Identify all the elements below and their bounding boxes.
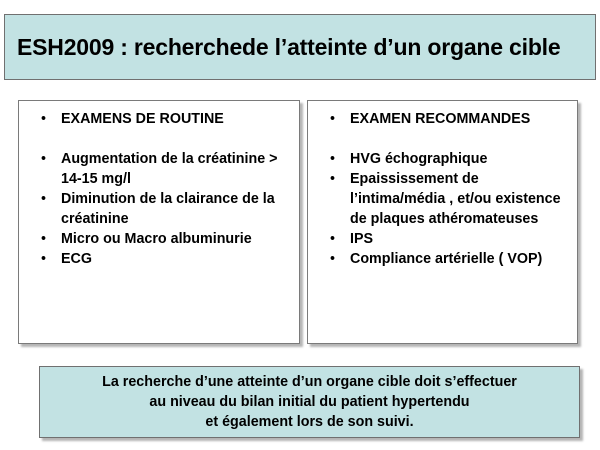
list-item-text: Compliance artérielle ( VOP) [350, 251, 543, 267]
recommended-exams-panel [307, 100, 578, 344]
summary-box [39, 366, 580, 438]
bullet-icon: • [330, 151, 336, 167]
bullet-icon: • [41, 151, 47, 167]
summary-line: La recherche d’une atteinte d’un organe cible doit s’effectuer [102, 374, 517, 390]
list-item [330, 249, 571, 269]
list-item-text: Epaississement de l’intima/média , et/ou existence de plaques athéromateuses [350, 171, 561, 227]
list-item-text: HVG échographique [350, 151, 488, 167]
routine-exams-panel [18, 100, 300, 344]
list-item [41, 229, 293, 249]
summary-line: au niveau du bilan initial du patient hypertendu [149, 394, 470, 410]
bullet-icon: • [330, 231, 336, 247]
bullet-icon: • [330, 171, 336, 187]
list-item [330, 169, 571, 229]
summary-text [102, 372, 517, 432]
recommended-exams-list [330, 109, 571, 269]
list-item [330, 149, 571, 169]
list-item-text: EXAMENS DE ROUTINE [61, 111, 224, 127]
bullet-icon: • [41, 111, 47, 127]
list-item-text: EXAMEN RECOMMANDES [350, 111, 531, 127]
bullet-icon: • [41, 191, 47, 207]
list-item-text: Diminution de la clairance de la créatinine [61, 191, 275, 227]
list-item-text: ECG [61, 251, 92, 267]
bullet-icon: • [41, 251, 47, 267]
bullet-icon: • [330, 251, 336, 267]
list-item-text: Micro ou Macro albuminurie [61, 231, 252, 247]
slide-title: ESH2009 : recherchede l’atteinte d’un organe cible [17, 33, 561, 60]
bullet-icon: • [330, 111, 336, 127]
routine-exams-heading [41, 109, 293, 129]
list-item [41, 189, 293, 229]
list-item-text: Augmentation de la créatinine > 14-15 mg/l [61, 151, 278, 187]
list-item [330, 229, 571, 249]
list-item [41, 249, 293, 269]
recommended-exams-heading [330, 109, 571, 129]
list-item [41, 149, 293, 189]
routine-exams-list [41, 109, 293, 269]
title-banner [4, 14, 596, 80]
bullet-icon: • [41, 231, 47, 247]
list-item-text: IPS [350, 231, 374, 247]
summary-line: et également lors de son suivi. [205, 414, 414, 430]
